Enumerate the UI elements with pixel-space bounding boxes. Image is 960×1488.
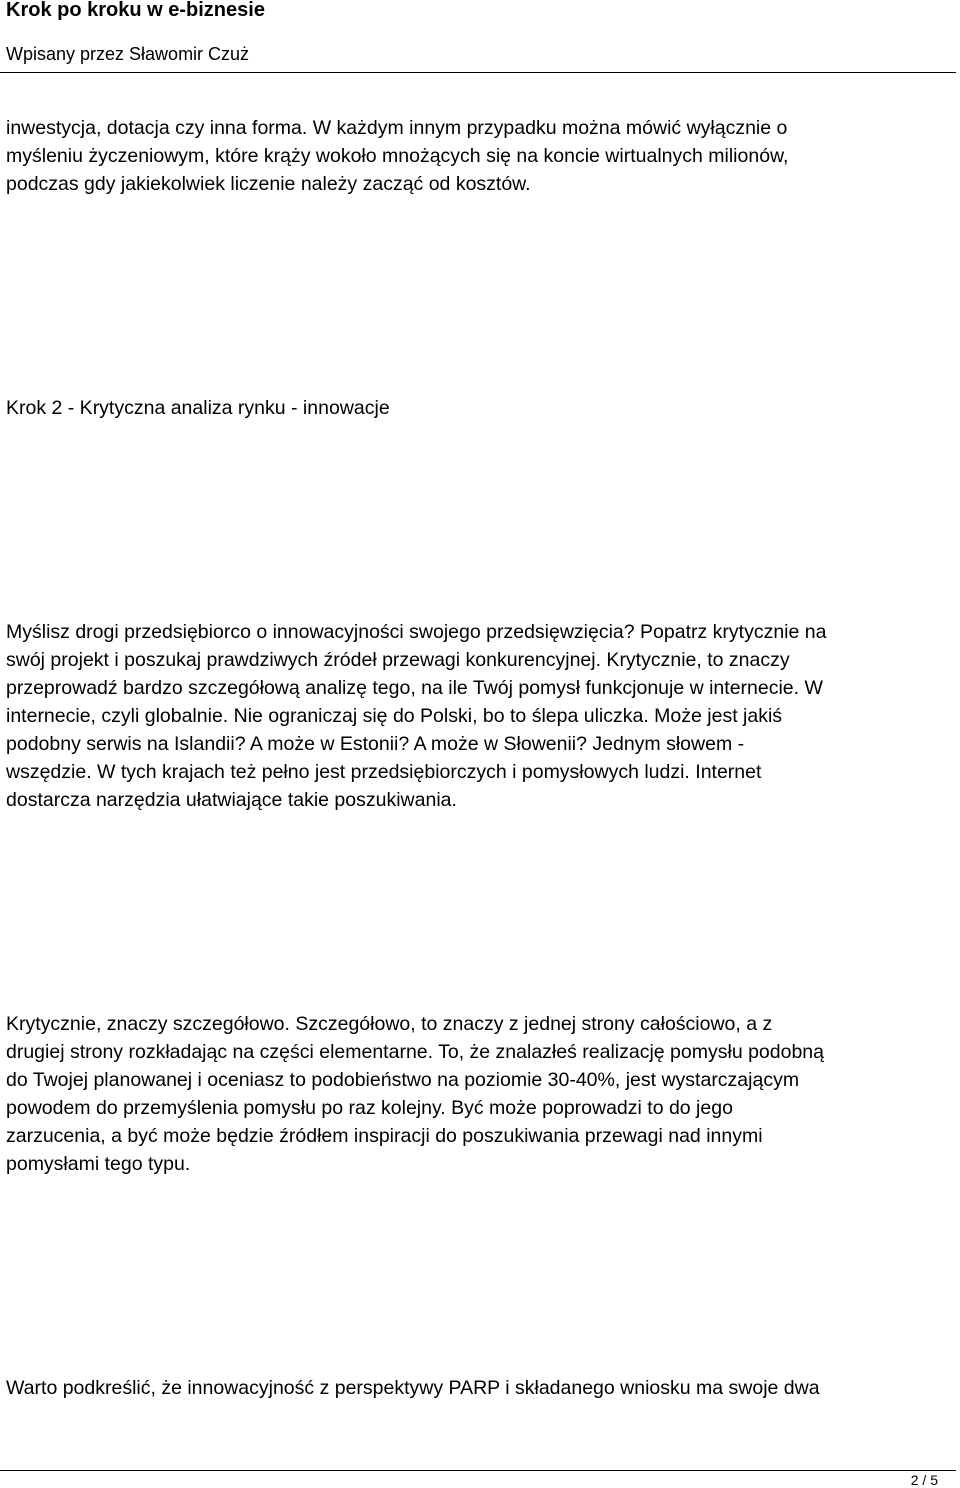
paragraph-line: myśleniu życzeniowym, które krąży wokoło mnożących się na koncie wirtualnych milionów, (6, 145, 789, 167)
paragraph-line: przeprowadź bardzo szczegółową analizę tego, na ile Twój pomysł funkcjonuje w internecie. W (6, 677, 823, 699)
paragraph-line: swój projekt i poszukaj prawdziwych źródeł przewagi konkurencyjnej. Krytycznie, to znaczy (6, 649, 790, 671)
paragraph-line: dostarcza narzędzia ułatwiające takie poszukiwania. (6, 789, 457, 811)
footer-divider (0, 1470, 956, 1471)
paragraph-line: pomysłami tego typu. (6, 1153, 191, 1175)
paragraph-intro (6, 114, 956, 198)
page-number: 2 / 5 (910, 1472, 938, 1488)
paragraph-line: do Twojej planowanej i oceniasz to podobieństwo na poziomie 30-40%, jest wystarczającym (6, 1069, 800, 1091)
paragraph-line: inwestycja, dotacja czy inna forma. W każdym innym przypadku można mówić wyłącznie o (6, 117, 788, 139)
header-divider (0, 72, 956, 73)
paragraph-line: drugiej strony rozkładając na części elementarne. To, że znalazłeś realizację pomysłu podobną (6, 1041, 825, 1063)
section-heading: Krok 2 - Krytyczna analiza rynku - innowacje (6, 397, 390, 419)
paragraph-line: internecie, czyli globalnie. Nie ograniczaj się do Polski, bo to ślepa uliczka. Może jest jakiś (6, 705, 783, 727)
paragraph-line: zarzucenia, a być może będzie źródłem inspiracji do poszukiwania przewagi nad innymi (6, 1125, 763, 1147)
paragraph-line: wszędzie. W tych krajach też pełno jest przedsiębiorczych i pomysłowych ludzi. Internet (6, 761, 762, 783)
paragraph-line: podobny serwis na Islandii? A może w Estonii? A może w Słowenii? Jednym słowem - (6, 733, 745, 755)
paragraph-line: powodem do przemyślenia pomysłu po raz kolejny. Być może poprowadzi to do jego (6, 1097, 733, 1119)
author-line: Wpisany przez Sławomir Czuż (6, 44, 250, 64)
paragraph-line: podczas gdy jakiekolwiek liczenie należy zacząć od kosztów. (6, 173, 531, 195)
paragraph-innovation (6, 618, 956, 814)
document-title: Krok po kroku w e-biznesie (6, 0, 265, 21)
paragraph-line: Warto podkreślić, że innowacyjność z perspektywy PARP i składanego wniosku ma swoje dwa (6, 1377, 820, 1399)
paragraph-critical (6, 1010, 956, 1178)
paragraph-parp (6, 1374, 956, 1402)
paragraph-line: Myślisz drogi przedsiębiorco o innowacyjności swojego przedsięwzięcia? Popatrz krytycznie na (6, 621, 827, 643)
paragraph-line: Krytycznie, znaczy szczegółowo. Szczegółowo, to znaczy z jednej strony całościowo, a z (6, 1013, 773, 1035)
